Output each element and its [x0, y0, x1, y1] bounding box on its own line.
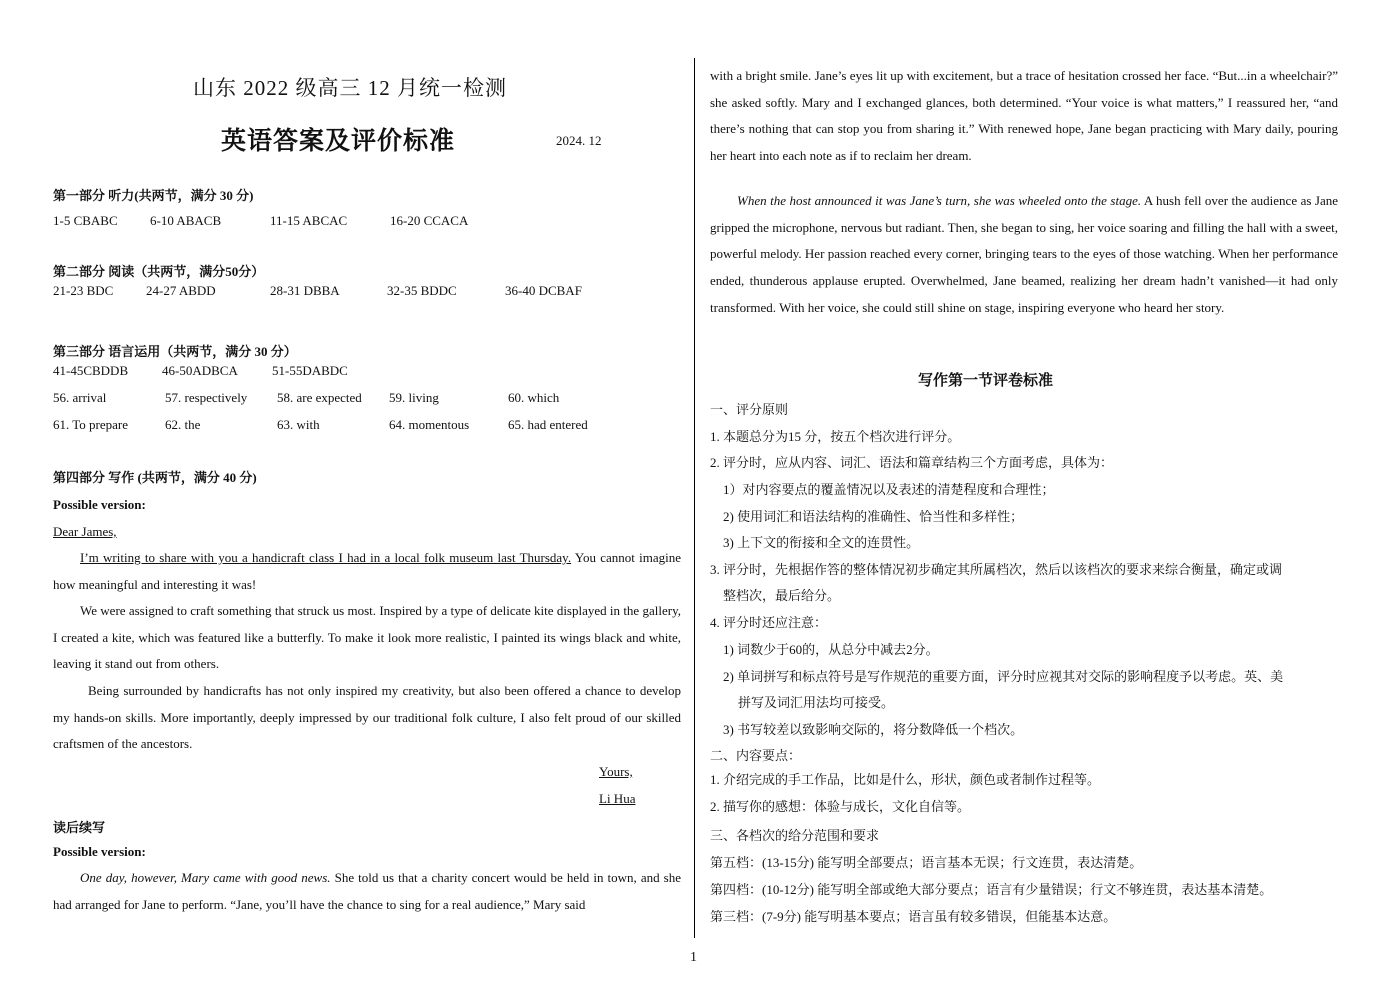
document-subtitle: 英语答案及评价标准 [221, 128, 456, 155]
criteria-item: 2. 描写你的感想：体验与成长，文化自信等。 [710, 799, 971, 814]
criteria-section-title: 一、评分原则 [710, 402, 789, 417]
continuation-heading: 读后续写 [53, 820, 106, 835]
part2-answer: 21-23 BDC [53, 283, 114, 298]
part1-answer: 6-10 ABACB [150, 213, 222, 228]
letter-paragraph [53, 545, 681, 598]
part4-heading: 第四部分 写作 (共两节，满分 40 分) [53, 470, 257, 485]
criteria-item-continued: 整档次，最后给分。 [723, 588, 841, 603]
part2-answer: 32-35 BDDC [387, 283, 457, 298]
letter-paragraph: Being surrounded by handicrafts has not only inspired my creativity, but also been offered a chance to develop my hands-on skills. More importantly, deeply impressed by our traditional folk culture, I also felt proud of our skilled craftsmen of the ancestors. [53, 683, 681, 752]
page-number: 1 [690, 950, 697, 965]
criteria-item: 3. 评分时，先根据作答的整体情况初步确定其所属档次，然后以该档次的要求来综合衡量，确定或调 [710, 562, 1283, 577]
part3-answer: 61. To prepare [53, 417, 129, 432]
column-divider [694, 58, 695, 938]
grade-level: 第三档：(7-9分) 能写明基本要点；语言虽有较多错误，但能基本达意。 [710, 909, 1117, 924]
criteria-heading: 写作第一节评卷标准 [918, 373, 1054, 389]
criteria-item: 4. 评分时还应注意： [710, 615, 828, 630]
part3-answer: 60. which [508, 390, 560, 405]
part2-answer: 36-40 DCBAF [505, 283, 582, 298]
grade-level: 第五档：(13-15分) 能写明全部要点；语言基本无误；行文连贯，表达清楚。 [710, 855, 1143, 870]
part1-answer: 1-5 CBABC [53, 213, 118, 228]
criteria-item: 1. 介绍完成的手工作品，比如是什么，形状，颜色或者制作过程等。 [710, 772, 1101, 787]
part3-answer: 57. respectively [165, 390, 248, 405]
part3-answer: 62. the [165, 417, 201, 432]
criteria-item: 2. 评分时，应从内容、词汇、语法和篇章结构三个方面考虑，具体为： [710, 455, 1114, 470]
letter-closing: Yours, [599, 764, 633, 779]
grade-level: 第四档：(10-12分) 能写明全部或绝大部分要点；语言有少量错误；行文不够连贯，表达基本清楚。 [710, 882, 1273, 897]
criteria-subitem: 3) 书写较差以致影响交际的，将分数降低一个档次。 [723, 722, 1024, 737]
possible-version-label: Possible version: [53, 844, 146, 859]
document-title: 山东 2022 级高三 12 月统一检测 [193, 76, 507, 100]
part1-heading: 第一部分 听力(共两节，满分 30 分) [53, 188, 254, 203]
part3-answer: 59. living [389, 390, 439, 405]
part2-answer: 28-31 DBBA [270, 283, 340, 298]
letter-paragraph-text: You cannot imagine how meaningful and interesting it was! [53, 550, 681, 592]
part3-answer: 46-50ADBCA [162, 363, 238, 378]
criteria-item: 1. 本题总分为15 分，按五个档次进行评分。 [710, 429, 961, 444]
letter-salutation: Dear James, [53, 524, 117, 539]
part1-answer: 11-15 ABCAC [270, 213, 348, 228]
criteria-subitem: 1）对内容要点的覆盖情况以及表述的清楚程度和合理性； [723, 482, 1055, 497]
document-date: 2024. 12 [556, 133, 602, 148]
criteria-subitem: 1) 词数少于60的，从总分中减去2分。 [723, 642, 939, 657]
part3-answer: 58. are expected [277, 390, 362, 405]
criteria-section-title: 三、各档次的给分范围和要求 [710, 828, 880, 843]
story-paragraph-text: A hush fell over the audience as Jane gripped the microphone, nervous but radiant. Then, she began to sing, her voice soaring and filling the hall with a sweet, powerful melody. Her passion reached every corner, bringing tears to the eyes of those watching. When her performance ended, thunderous applause erupted. Overwhelmed, Jane beamed, realizing her dream hadn’t vanished—it had only transformed. With her voice, she could still shine on stage, inspiring everyone who heard her story. [710, 193, 1339, 315]
criteria-subitem: 2) 使用词汇和语法结构的准确性、恰当性和多样性； [723, 509, 1024, 524]
part3-heading: 第三部分 语言运用（共两节，满分 30 分） [53, 344, 297, 359]
part2-heading: 第二部分 阅读（共两节，满分50分） [53, 264, 265, 279]
part1-answer: 16-20 CCACA [390, 213, 469, 228]
story-paragraph [710, 188, 1338, 322]
part3-answer: 63. with [277, 417, 320, 432]
criteria-section-title: 二、内容要点： [710, 748, 802, 763]
part3-answer: 56. arrival [53, 390, 107, 405]
part2-answer: 24-27 ABDD [146, 283, 216, 298]
criteria-subitem-continued: 拼写及词汇用法均可接受。 [738, 695, 895, 710]
story-given-sentence: When the host announced it was Jane’s turn, she was wheeled onto the stage. [737, 193, 1142, 208]
story-paragraph-continued: with a bright smile. Jane’s eyes lit up with excitement, but a trace of hesitation crossed her face. “But...in a wheelchair?” she asked softly. Mary and I exchanged glances, both determined. “Your voice is what matters,” I reassured her, “and there’s nothing that can stop you from sharing it.” With renewed hope, Jane began practicing with Mary daily, pouring her heart into each note as if to reclaim her dream. [710, 68, 1338, 164]
letter-signature: Li Hua [599, 791, 636, 806]
part3-answer: 64. momentous [389, 417, 470, 432]
possible-version-label: Possible version: [53, 497, 146, 512]
story-paragraph-text: She told us that a charity concert would be held in town, and she had arranged for Jane to perform. “Jane, you’ll have the chance to sing for a real audience,” Mary said [53, 870, 681, 912]
part3-answer: 65. had entered [508, 417, 588, 432]
criteria-subitem: 3) 上下文的衔接和全文的连贯性。 [723, 535, 920, 550]
part3-answer: 41-45CBDDB [53, 363, 129, 378]
story-paragraph [53, 865, 681, 918]
letter-paragraph: We were assigned to craft something that struck us most. Inspired by a type of delicate kite displayed in the gallery, I created a kite, which was featured like a butterfly. To make it look more realistic, I painted its wings black and white, leaving it stand out from others. [53, 603, 681, 672]
letter-opening-sentence: I’m writing to share with you a handicraft class I had in a local folk museum last Thursday. [80, 550, 572, 565]
criteria-subitem: 2) 单词拼写和标点符号是写作规范的重要方面，评分时应视其对交际的影响程度予以考虑。英、美 [723, 669, 1284, 684]
story-given-sentence: One day, however, Mary came with good news. [80, 870, 331, 885]
part3-answer: 51-55DABDC [272, 363, 348, 378]
